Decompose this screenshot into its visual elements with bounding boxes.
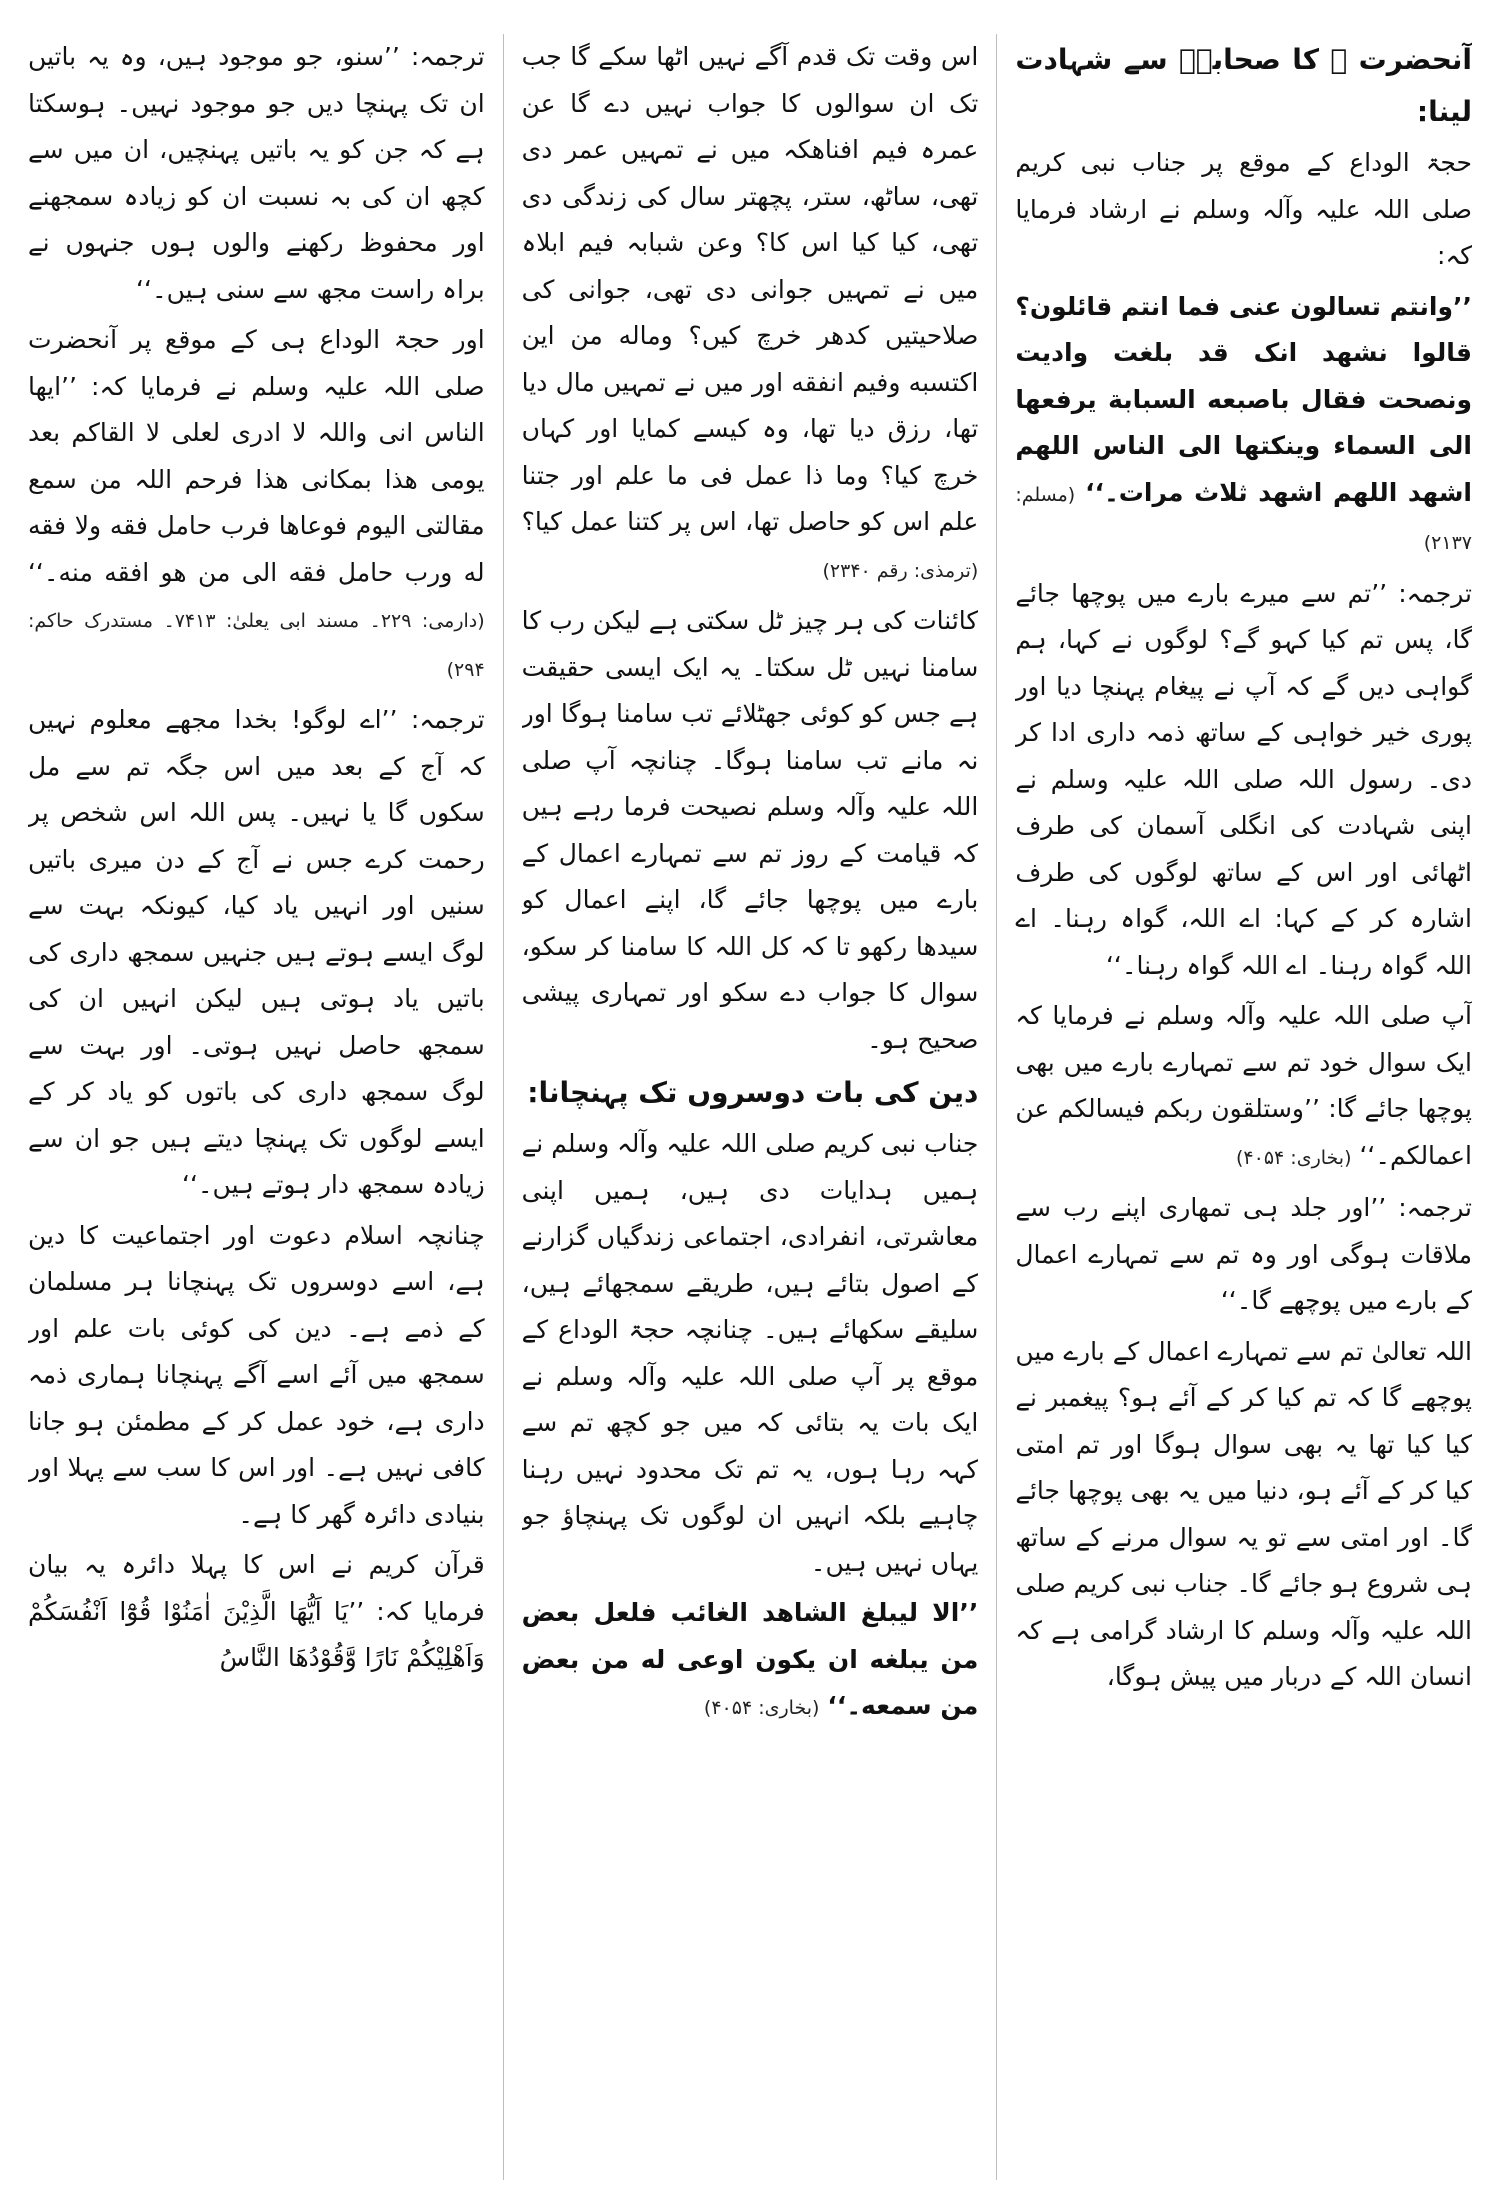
body-paragraph: اللہ تعالیٰ تم سے تمہارے اعمال کے بارے میں پوچھے گا کہ تم کیا کر کے آئے ہو؟ پیغمبر نے کیا کیا تھا یہ بھی سوال ہوگا اور تم امتی کیا کر کے آئے ہو، دنیا میں یہ بھی پوچھا جائے گا۔ اور امتی سے تو یہ سوال مرنے کے ساتھ ہی شروع ہو جائے گا۔ جناب نبی کریم صلی اللہ علیہ وآلہ وسلم کا ارشاد گرامی ہے کہ انسان اللہ کے دربار میں پیش ہوگا، bbox=[1015, 1336, 1472, 1691]
hadith-reference: (بخاری: ۴۰۵۴) bbox=[703, 1697, 820, 1719]
body-paragraph: اس وقت تک قدم آگے نہیں اٹھا سکے گا جب تک ان سوالوں کا جواب نہیں دے گا عن عمرہ فیم افناھکہ میں نے تمہیں عمر دی تھی، ساٹھ، ستر، پچھتر سال کی زندگی دی تھی، کیا کیا اس کا؟ وعن شبابہ فیم ابلاہ میں نے تمہیں جوانی دی تھی، جوانی کی صلاحیتیں کدھر خرچ کیں؟ وماله من این اکتسبه وفیم انفقه اور میں نے تمہیں مال دیا تھا، رزق دیا تھا، وہ کیسے کمایا اور کہاں خرچ کیا؟ وما ذا عمل فی ما علم اور جتنا علم اس کو حاصل تھا، اس پر کتنا عمل کیا؟ bbox=[521, 42, 979, 536]
quran-verse-paragraph: قرآن کریم نے اس کا پہلا دائرہ یہ بیان فرمایا کہ: ’’یَا اَیُّھَا الَّذِیْنَ اٰمَنُوْا قُوْٓا اَنْفُسَکُمْ وَاَھْلِیْکُمْ نَارًا وَّقُوْدُھَا النَّاسُ bbox=[27, 1550, 485, 1672]
translation-paragraph: ترجمہ: ’’سنو، جو موجود ہیں، وہ یہ باتیں ان تک پہنچا دیں جو موجود نہیں۔ ہوسکتا ہے کہ جن کو یہ باتیں پہنچیں، ان میں سے کچھ ان کی بہ نسبت ان کو زیادہ سمجھنے اور محفوظ رکھنے والوں ہوں جنہوں نے براہ راست مجھ سے سنی ہیں۔‘‘ bbox=[27, 42, 485, 304]
body-paragraph: چنانچہ اسلام دعوت اور اجتماعیت کا دین ہے، اسے دوسروں تک پہنچانا ہر مسلمان کے ذمے ہے۔ دین کی کوئی بات علم اور سمجھ میں آئے اسے آگے پہنچانا ہماری ذمہ داری ہے، خود عمل کر کے مطمئن ہو جانا کافی نہیں ہے۔ اور اس کا سب سے پہلا اور بنیادی دائرہ گھر کا ہے۔ bbox=[27, 1220, 485, 1529]
hadith-reference: (دارمی: ۲۲۹۔ مسند ابی یعلیٰ: ۷۴۱۳۔ مستدرک حاکم: ۲۹۴) bbox=[27, 610, 485, 681]
column-right bbox=[1015, 34, 1472, 2180]
intro-paragraph: حجۃ الوداع کے موقع پر جناب نبی کریم صلی اللہ علیہ وآلہ وسلم نے ارشاد فرمایا کہ: bbox=[1015, 148, 1472, 270]
translation-paragraph: ترجمہ: ’’اور جلد ہی تمھاری اپنے رب سے ملاقات ہوگی اور وہ تم سے تمہارے اعمال کے بارے میں پوچھے گا۔‘‘ bbox=[1015, 1193, 1472, 1315]
body-paragraph: اور حجۃ الوداع ہی کے موقع پر آنحضرت صلی اللہ علیہ وسلم نے فرمایا کہ: ’’ایھا الناس انی واللہ لا ادری لعلی لا القاکم بعد یومی ھذا بمکانی ھذا فرحم اللہ من سمع مقالتی الیوم فوعاھا فرب حامل فقه ولا فقه له ورب حامل فقه الی من ھو افقه منه۔‘‘ bbox=[27, 325, 485, 587]
column-left bbox=[28, 34, 485, 2180]
hadith-arabic-text: ’’الا لیبلغ الشاھد الغائب فلعل بعض من یبلغه ان یکون اوعی له من بعض من سمعه۔‘‘ bbox=[521, 1598, 979, 1720]
hadith-reference: (ترمذی: رقم ۲۳۴۰) bbox=[822, 559, 979, 582]
column-divider bbox=[996, 34, 997, 2180]
hadith-reference: (مسلم: ۲۱۳۷) bbox=[1015, 483, 1472, 554]
column-divider bbox=[503, 34, 504, 2180]
section-heading-conveying: دین کی بات دوسروں تک پہنچانا: bbox=[527, 1076, 979, 1109]
column-middle bbox=[522, 34, 979, 2180]
hadith-arabic-text: ’’وانتم تسالون عنی فما انتم قائلون؟ قالوا نشھد انک قد بلغت وادیت ونصحت فقال باصبعه السبابة یرفعھا الی السماء وینکتھا الی الناس اللھم اشھد اللھم اشھد ثلاث مرات۔‘‘ bbox=[1015, 291, 1472, 507]
section-heading-testimony: آنحضرت ﷺ کا صحابہؓ سے شہادت لینا: bbox=[1015, 43, 1472, 128]
translation-paragraph: ترجمہ: ’’تم سے میرے بارے میں پوچھا جائے گا، پس تم کیا کہو گے؟ لوگوں نے کہا، ہم گواہی دیں گے کہ آپ نے پیغام پہنچا دیا اور پوری خیر خواہی کے ساتھ ذمہ داری ادا کر دی۔ رسول اللہ صلی اللہ علیہ وسلم نے اپنی شہادت کی انگلی آسمان کی طرف اٹھائی اور اس کے ساتھ لوگوں کی طرف اشارہ کر کے کہا: اے اللہ، گواہ رہنا۔ اے اللہ گواہ رہنا۔ اے اللہ گواہ رہنا۔‘‘ bbox=[1015, 578, 1472, 980]
body-paragraph: جناب نبی کریم صلی اللہ علیہ وآلہ وسلم نے ہمیں ہدایات دی ہیں، ہمیں اپنی معاشرتی، انفرادی، اجتماعی زندگیاں گزارنے کے اصول بتائے ہیں، طریقے سمجھائے ہیں، سلیقے سکھائے ہیں۔ چنانچہ حجۃ الوداع کے موقع پر آپ صلی اللہ علیہ وآلہ وسلم نے ایک بات یہ بتائی کہ میں جو کچھ تم سے کہہ رہا ہوں، یہ تم تک محدود نہیں رہنا چاہیے بلکہ انہیں ان لوگوں تک پہنچاؤ جو یہاں نہیں ہیں۔ bbox=[521, 1129, 979, 1577]
body-paragraph: آپ صلی اللہ علیہ وآلہ وسلم نے فرمایا کہ ایک سوال خود تم سے تمہارے بارے میں بھی پوچھا جائے گا: ’’وستلقون ربکم فیسالکم عن اعمالکم۔‘‘ bbox=[1015, 1001, 1472, 1170]
hadith-reference: (بخاری: ۴۰۵۴) bbox=[1236, 1146, 1352, 1169]
translation-paragraph: ترجمہ: ’’اے لوگو! بخدا مجھے معلوم نہیں کہ آج کے بعد میں اس جگہ تم سے مل سکوں گا یا نہیں۔ پس اللہ اس شخص پر رحمت کرے جس نے آج کے دن میری باتیں سنیں اور انہیں یاد کیا، کیونکہ بہت سے لوگ ایسے ہوتے ہیں جنہیں سمجھ داری کی باتیں یاد ہوتی ہیں لیکن انہیں ان کی سمجھ حاصل نہیں ہوتی۔ اور بہت سے لوگ سمجھ داری کی باتوں کو یاد کر کے ایسے لوگوں تک پہنچا دیتے ہیں جو ان سے زیادہ سمجھ دار ہوتے ہیں۔‘‘ bbox=[27, 705, 485, 1199]
body-paragraph: کائنات کی ہر چیز ٹل سکتی ہے لیکن رب کا سامنا نہیں ٹل سکتا۔ یہ ایک ایسی حقیقت ہے جس کو کوئی جھٹلائے تب سامنا ہوگا اور نہ مانے تب سامنا ہوگا۔ چنانچہ آپ صلی اللہ علیہ وآلہ وسلم نصیحت فرما رہے ہیں کہ قیامت کے روز تم سے تمہارے اعمال کے بارے میں پوچھا جائے گا، اپنے اعمال کو سیدھا رکھو تا کہ کل اللہ کا سامنا کر سکو، سوال کا جواب دے سکو اور تمہاری پیشی صحیح ہو۔ bbox=[521, 606, 979, 1054]
